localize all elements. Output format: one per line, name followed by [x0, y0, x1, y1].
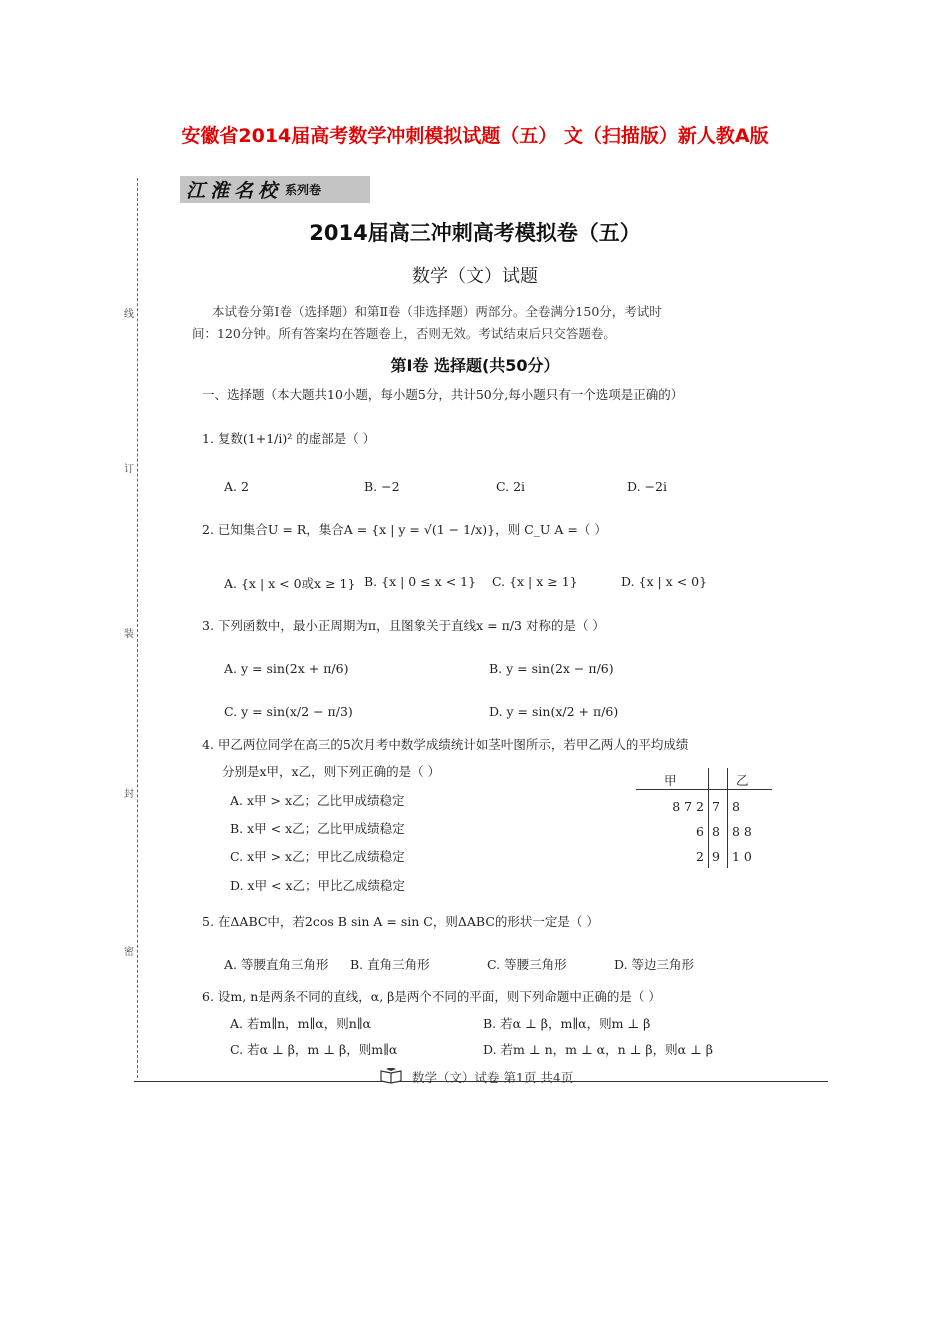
question-3-option-d: D. y = sin(x/2 + π/6)	[489, 704, 619, 719]
stem-leaf-divider-right	[727, 768, 728, 868]
part-heading: 一、选择题（本大题共10小题，每小题5分，共计50分,每小题只有一个选项是正确的）	[202, 387, 684, 402]
stem-leaf-row-2-right: 8 8	[732, 824, 752, 839]
stem-leaf-row-2-stem: 8	[712, 824, 720, 839]
question-6-stem: 6. 设m, n是两条不同的直线，α, β是两个不同的平面，则下列命题中正确的是（ ）	[202, 989, 661, 1004]
book-icon	[380, 1068, 402, 1084]
question-4-option-d: D. x甲 < x乙；甲比乙成绩稳定	[230, 878, 406, 893]
question-5-option-a: A. 等腰直角三角形	[224, 957, 329, 972]
stem-leaf-row-2-left: 6	[696, 824, 704, 839]
stem-leaf-row-3-right: 1 0	[732, 849, 752, 864]
stem-leaf-header-yi: 乙	[736, 773, 749, 788]
question-4-option-b: B. x甲 < x乙；乙比甲成绩稳定	[230, 821, 405, 836]
question-4-stem: 4. 甲乙两位同学在高三的5次月考中数学成绩统计如茎叶图所示，若甲乙两人的平均成绩	[202, 737, 689, 752]
question-1-option-a: A. 2	[224, 479, 249, 494]
question-1-stem: 1. 复数(1+1/i)² 的虚部是（ ）	[202, 431, 376, 446]
stem-leaf-row-1-right: 8	[732, 799, 740, 814]
stem-leaf-header-jia: 甲	[664, 773, 677, 788]
section-title: 第Ⅰ卷 选择题(共50分）	[390, 356, 560, 375]
question-3-option-a: A. y = sin(2x + π/6)	[224, 661, 349, 676]
instructions-line-1: 本试卷分第Ⅰ卷（选择题）和第Ⅱ卷（非选择题）两部分。全卷满分150分，考试时	[212, 304, 662, 319]
document-title: 安徽省2014届高考数学冲刺模拟试题（五） 文（扫描版）新人教A版	[181, 125, 769, 147]
stem-leaf-row-3-left: 2	[696, 849, 704, 864]
margin-char-seal: 封	[124, 789, 134, 800]
question-4-stem-line-2: 分别是x甲，x乙，则下列正确的是（ ）	[222, 764, 441, 779]
stem-leaf-row-1-stem: 7	[712, 799, 720, 814]
stem-leaf-header-rule	[636, 768, 772, 790]
question-3-option-b: B. y = sin(2x − π/6)	[489, 661, 614, 676]
question-4-option-a: A. x甲 > x乙；乙比甲成绩稳定	[230, 793, 405, 808]
page-footer	[380, 1068, 573, 1086]
question-2-option-c: C. {x | x ≥ 1}	[492, 574, 578, 589]
question-4-option-c: C. x甲 > x乙；甲比乙成绩稳定	[230, 849, 405, 864]
question-2-option-b: B. {x | 0 ≤ x < 1}	[364, 574, 477, 589]
stem-leaf-row-3-stem: 9	[712, 849, 720, 864]
question-5-option-d: D. 等边三角形	[614, 957, 695, 972]
question-5-option-b: B. 直角三角形	[350, 957, 430, 972]
series-banner-main: 江淮名校	[186, 180, 283, 202]
footer-text: 数学（文）试卷 第1页 共4页	[412, 1070, 574, 1085]
exam-subtitle: 数学（文）试题	[412, 266, 538, 287]
question-5-option-c: C. 等腰三角形	[487, 957, 567, 972]
stem-leaf-row-1-left: 8 7 2	[672, 799, 704, 814]
question-3-option-c: C. y = sin(x/2 − π/3)	[224, 704, 353, 719]
question-2-stem: 2. 已知集合U = R，集合A = {x | y = √(1 − 1/x)}，则 C_U A =（ ）	[202, 522, 607, 537]
question-1-option-d: D. −2i	[627, 479, 667, 494]
question-5-stem: 5. 在ΔABC中，若2cos B sin A = sin C，则ΔABC的形状一定是（ ）	[202, 914, 599, 929]
exam-instructions	[192, 301, 782, 345]
question-6-option-c: C. 若α ⊥ β，m ⊥ β，则m∥α	[230, 1042, 398, 1057]
margin-char-line: 线	[124, 309, 134, 320]
margin-char-secret: 密	[124, 947, 134, 958]
stem-leaf-divider-left	[708, 768, 709, 868]
question-6-option-d: D. 若m ⊥ n，m ⊥ α，n ⊥ β，则α ⊥ β	[483, 1042, 713, 1057]
question-2-option-d: D. {x | x < 0}	[621, 574, 708, 589]
question-2-option-a: A. {x | x < 0或x ≥ 1}	[224, 576, 356, 591]
margin-char-install: 装	[124, 629, 134, 640]
margin-char-order: 订	[124, 464, 134, 475]
question-3-stem: 3. 下列函数中，最小正周期为π，且图象关于直线x = π/3 对称的是（ ）	[202, 618, 605, 633]
series-banner	[180, 176, 370, 203]
question-6-option-b: B. 若α ⊥ β，m∥α，则m ⊥ β	[483, 1016, 651, 1031]
question-1-option-b: B. −2	[364, 479, 400, 494]
exam-title: 2014届高三冲刺高考模拟卷（五）	[309, 221, 641, 245]
binding-dashed-line	[137, 178, 138, 1078]
instructions-line-2: 间：120分钟。所有答案均在答题卷上，否则无效。考试结束后只交答题卷。	[192, 326, 616, 341]
question-1-option-c: C. 2i	[496, 479, 526, 494]
series-banner-sub: 系列卷	[285, 183, 322, 197]
question-6-option-a: A. 若m∥n，m∥α，则n∥α	[230, 1016, 371, 1031]
